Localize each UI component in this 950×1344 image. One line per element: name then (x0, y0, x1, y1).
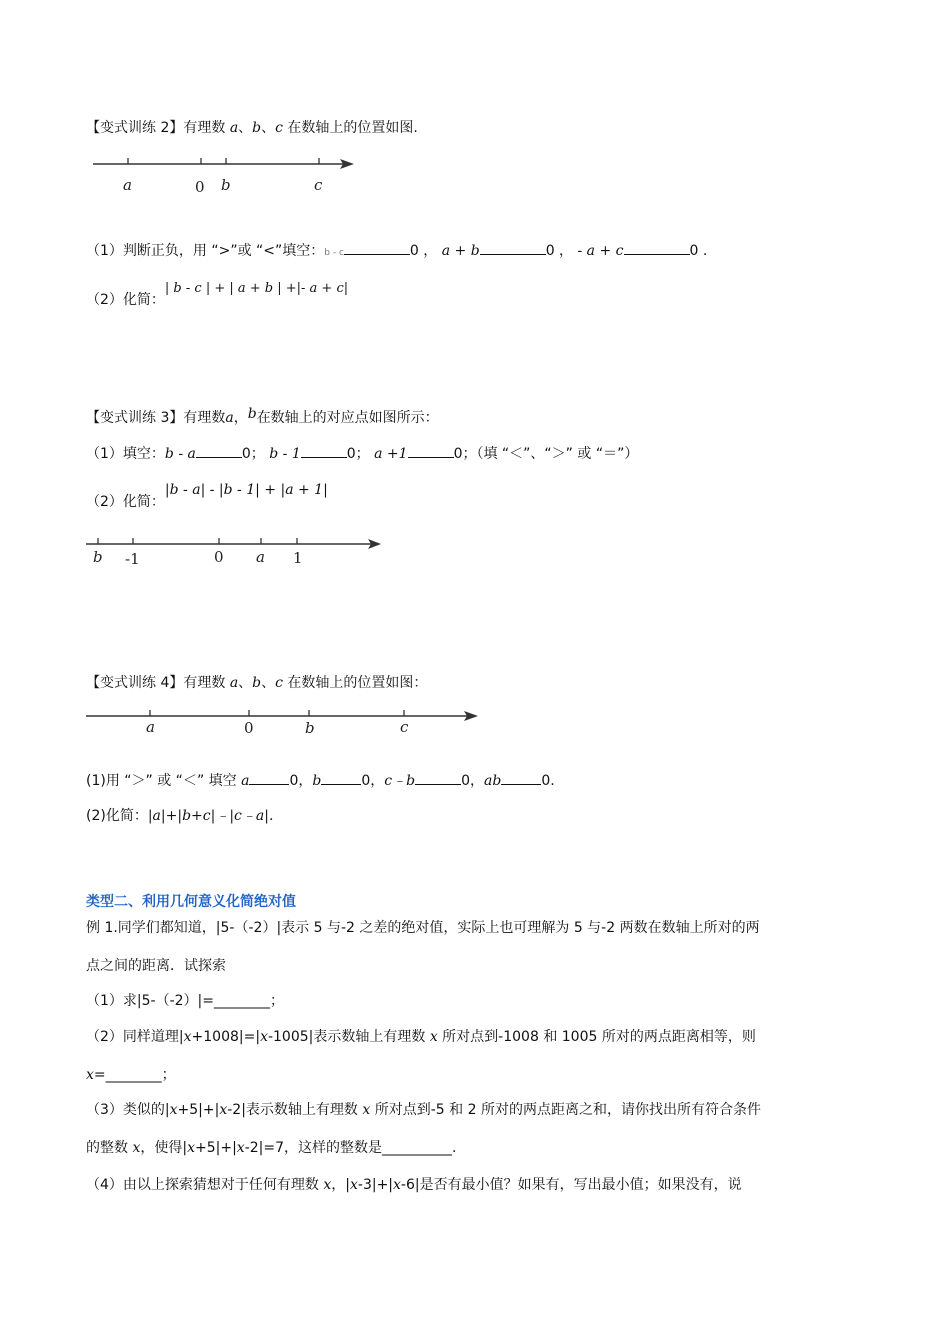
ex4-q2: (2)化简：|a|+|b+c|﹣|c﹣a|. (86, 808, 274, 824)
ex2-title: 【变式训练 2】有理数 a、b、c 在数轴上的位置如图. (86, 120, 418, 136)
answer-blank[interactable] (624, 240, 690, 255)
label-c: c (400, 718, 409, 736)
ex4-number-line (86, 706, 486, 742)
ex2-number-line (90, 150, 360, 200)
example1-para-line2: 点之间的距离．试探索 (86, 958, 226, 974)
ex2-q1: （1）判断正负，用 “>”或 “<”填空：b - c 0 ， a + b 0 ， - a + c 0 . (86, 240, 707, 263)
label-c: c (314, 176, 323, 194)
label-a: a (256, 548, 265, 566)
label-0: 0 (195, 178, 205, 196)
answer-blank[interactable] (408, 443, 454, 458)
ex4-q1: (1)用 “＞” 或 “＜” 填空 a 0，b 0，c﹣b 0，ab 0. (86, 770, 555, 791)
type2-q3-line1: （3）类似的|x+5|+|x-2|表示数轴上有理数 x 所对点到-5 和 2 所对的两点距离之和，请你找出所有符合条件 (86, 1102, 761, 1118)
ex3-q2: （2）化简：|b - a| - |b - 1| + |a + 1| (86, 482, 328, 510)
answer-blank[interactable] (480, 240, 546, 255)
label-neg1: -1 (125, 550, 140, 568)
ex3-title: 【变式训练 3】有理数a，b在数轴上的对应点如图所示： (86, 406, 439, 426)
section-heading: 类型二、利用几何意义化简绝对值 (86, 894, 296, 910)
type2-q1: （1）求|5-（-2）|=________； (86, 993, 284, 1009)
answer-blank[interactable] (344, 240, 410, 255)
expr-b-minus-c: b - c (324, 248, 344, 258)
label-1: 1 (293, 549, 303, 567)
label-0: 0 (214, 548, 224, 566)
answer-blank[interactable] (249, 770, 289, 785)
type2-q4-line1: （4）由以上探索猜想对于任何有理数 x，|x-3|+|x-6|是否有最小值？如果有，写出最小值；如果没有，说 (86, 1177, 742, 1193)
label-a: a (123, 176, 132, 194)
answer-blank[interactable] (501, 770, 541, 785)
ex4-title: 【变式训练 4】有理数 a、b、c 在数轴上的位置如图： (86, 675, 428, 691)
label-a: a (146, 718, 155, 736)
example1-para-line1: 例 1.同学们都知道，|5-（-2）|表示 5 与-2 之差的绝对值，实际上也可理解为 5 与-2 两数在数轴上所对的两 (86, 920, 760, 936)
type2-q3-line2: 的整数 x，使得|x+5|+|x-2|=7，这样的整数是__________. (86, 1140, 457, 1156)
answer-blank[interactable] (415, 770, 461, 785)
label-b: b (305, 719, 315, 737)
ex3-q1: （1）填空：b - a 0； b - 1 0； a +1 0；（填 “＜”、“＞” 或 “＝”） (86, 443, 638, 464)
type2-q2-line1: （2）同样道理|x+1008|=|x-1005|表示数轴上有理数 x 所对点到-1008 和 1005 所对的两点距离相等，则 (86, 1029, 756, 1045)
answer-blank[interactable] (196, 443, 242, 458)
type2-q2-line2: x=________； (86, 1067, 176, 1083)
answer-blank[interactable] (321, 770, 361, 785)
label-b: b (221, 176, 231, 194)
ex2-q2: （2）化简：| b - c | + | a + b | +|- a + c| (86, 281, 349, 308)
label-b: b (93, 548, 103, 566)
label-0: 0 (244, 719, 254, 737)
ex3-number-line (86, 534, 386, 574)
answer-blank[interactable] (301, 443, 347, 458)
